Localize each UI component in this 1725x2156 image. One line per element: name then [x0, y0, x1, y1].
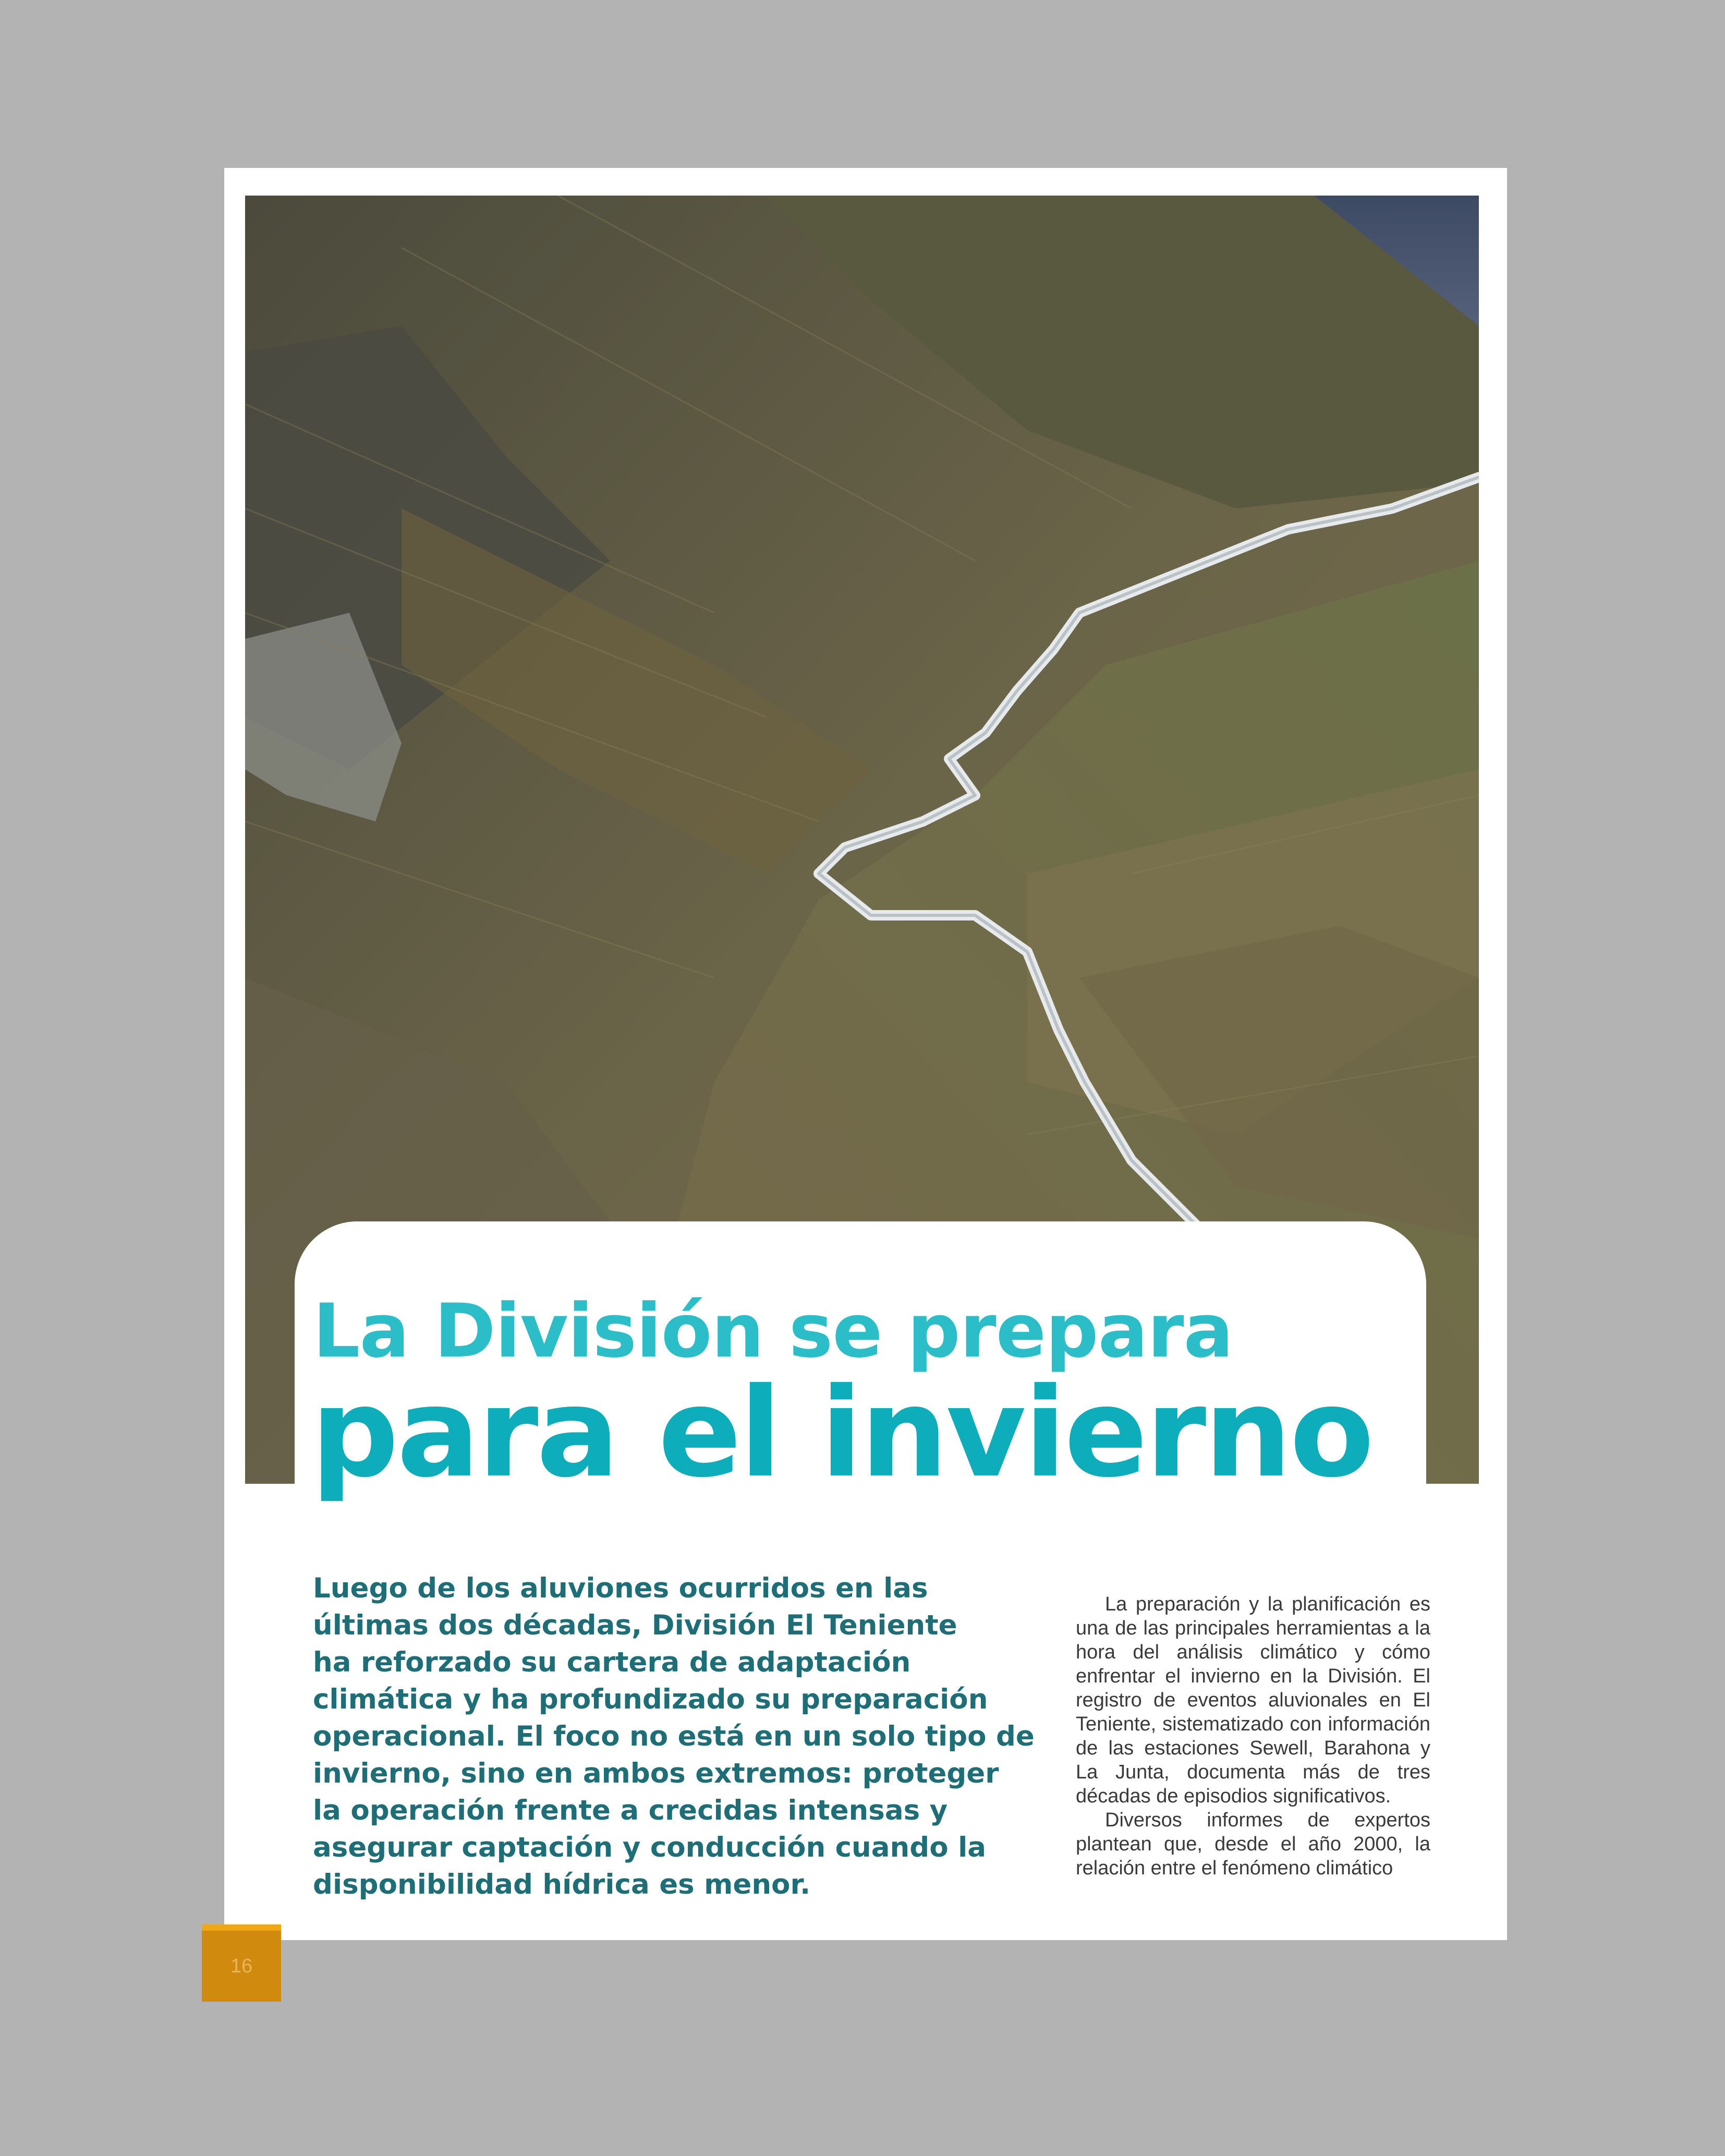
lead-line: asegurar captación y conducción cuando la [313, 1832, 987, 1863]
body-text-column [1076, 1592, 1430, 1880]
lead-line: climática y ha profundizado su preparación [313, 1683, 988, 1715]
lead-line: operacional. El foco no está en un solo tipo de [313, 1721, 1035, 1752]
lead-line: ha reforzado su cartera de adaptación [313, 1646, 911, 1678]
body-paragraph-2: Diversos informes de expertos plantean que, desde el año 2000, la relación entre el fenómeno climático [1076, 1809, 1430, 1879]
headline-line-2: para el invierno [311, 1361, 1372, 1505]
lead-line: disponibilidad hídrica es menor. [313, 1869, 811, 1900]
lead-line: últimas dos décadas, División El Teniente [313, 1609, 957, 1641]
lead-line: Luego de los aluviones ocurridos en las [313, 1572, 928, 1604]
lead-paragraph [313, 1570, 1053, 1903]
lead-line: la operación frente a crecidas intensas y [313, 1795, 948, 1826]
headline-line-1: La División se prepara [313, 1288, 1233, 1374]
body-paragraph-1: La preparación y la planificación es una de las principales herramientas a la hora del análisis climático y cómo enfrentar el invierno en la División. El registro de eventos aluvionales en El Teniente, sistematizado con información de las estaciones Sewell, Barahona y La Junta, documenta más de tres décadas de episodios significativos. [1076, 1593, 1430, 1807]
lead-line: invierno, sino en ambos extremos: proteger [313, 1758, 999, 1789]
page-number-tab: 16 [202, 1924, 281, 2002]
